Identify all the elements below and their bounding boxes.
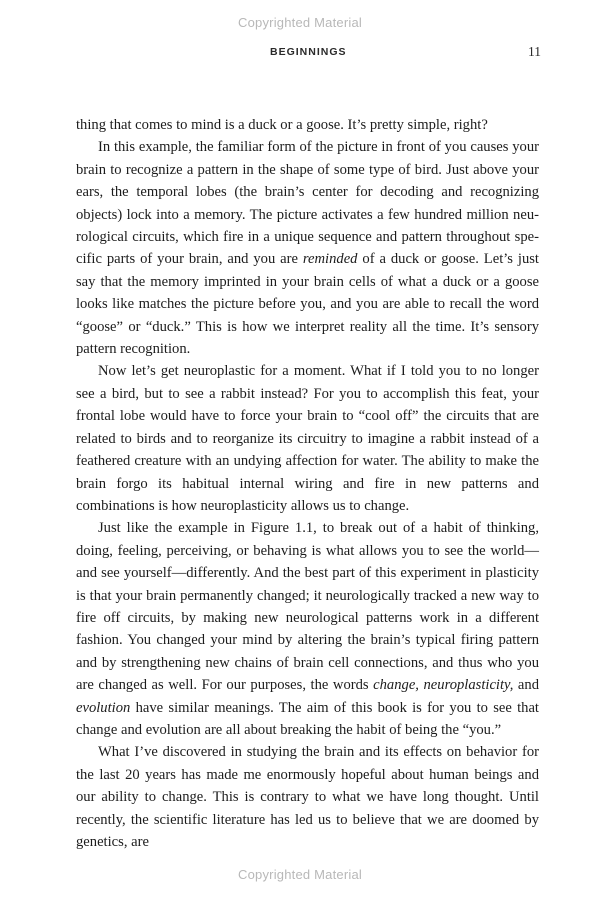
emphasis-change-neuroplasticity: change, neuroplasticity, — [373, 677, 514, 694]
paragraph-4-text-a: Just like the example in Figure 1.1, to break out of a habit of thinking, doing, feeling, perceiving, or behaving is what allows you to see the world—and see yourself—differently. And the best part of this experiment in plasticity is that your brain permanently changed; it neurologically tracked a new way to fire off circuits, by making new neurological patterns work in a different fashion. You changed your mind by altering the brain’s typical firing pattern and by strengthening new chains of brain cell connections, and thus who you are changed as well. For our purposes, the words — [76, 520, 539, 694]
paragraph-2-text-b: of a duck or goose. Let’s just say that the memory imprinted in your brain cells of what a duck or a goose looks like matches the picture before you, and you are able to recall the word “goose” or “duck.” This is how we interpret reality all the time. It’s sensory pattern recognition. — [76, 251, 539, 358]
running-head: BEGINNINGS — [270, 46, 347, 58]
paragraph-3: Now let’s get neuroplastic for a moment. What if I told you to no longer see a bird, but to see a rabbit instead? For you to accomplish this feat, your frontal lobe would have to force your brain to “cool off” the circuits that are related to birds and to reorganize its circuitry to imagine a rabbit instead of a feathered creature with an undying affection for water. The ability to make the brain forgo its habitual internal wiring and fire in new patterns and combinations is how neuroplasticity allows us to change. — [76, 363, 539, 514]
body-text — [76, 114, 539, 853]
paragraph-4 — [76, 517, 539, 741]
copyright-watermark-top: Copyrighted Material — [238, 15, 362, 30]
paragraph-4-text-b: and — [513, 677, 539, 694]
emphasis-reminded: reminded — [302, 251, 358, 268]
emphasis-evolution: evolution — [76, 699, 131, 716]
paragraph-5: What I’ve discovered in studying the brain and its effects on behavior for the last 20 years has made me enormously hopeful about human beings and our ability to change. This is contrary to what we have long thought. Until recently, the scientific literature has led us to believe that we are doomed by genetics, are — [76, 744, 539, 850]
copyright-watermark-bottom: Copyrighted Material — [238, 867, 362, 882]
paragraph-2 — [76, 136, 539, 360]
page-number: 11 — [528, 44, 541, 59]
paragraph-4-text-c: have similar meanings. The aim of this book is for you to see that change and evolution are all about breaking the habit of being the “you.” — [76, 699, 539, 738]
paragraph-2-text-a: In this example, the familiar form of the picture in front of you causes your brain to recognize a pattern in the shape of some type of bird. Just above your ears, the temporal lobes (the brain’s center for decoding and recognizing objects) lock into a memory. The picture activates a few hundred million neurological circuits, which fire in a unique sequence and pattern throughout specific parts of your brain, and you are — [76, 139, 539, 268]
paragraph-1: thing that comes to mind is a duck or a goose. It’s pretty simple, right? — [76, 117, 488, 133]
